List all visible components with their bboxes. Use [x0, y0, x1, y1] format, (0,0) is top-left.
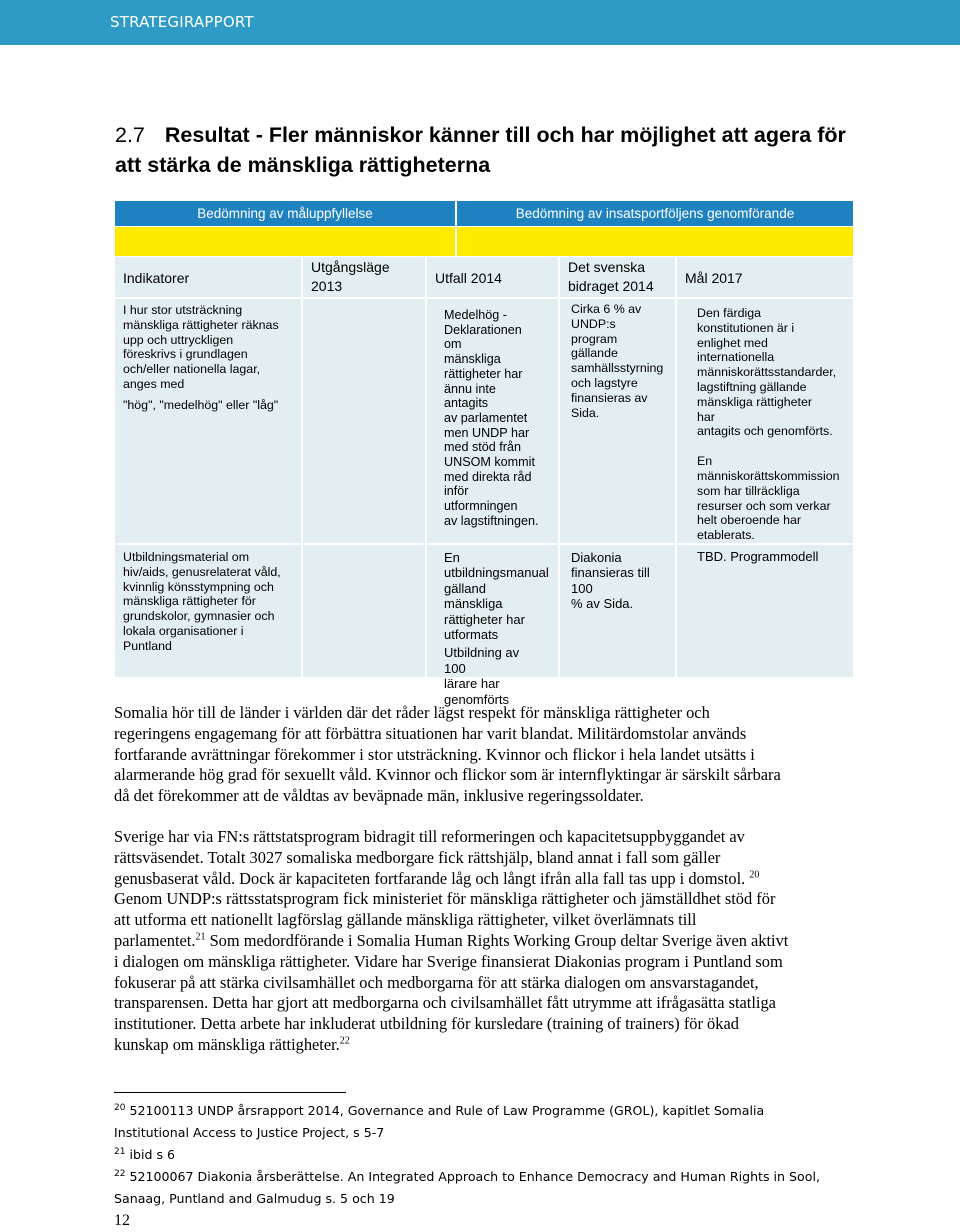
portfolio-assessment-header: [457, 201, 853, 226]
paragraph-line: i dialogen om mänskliga rättigheter. Vidare har Sverige finansierat Diakonias program i Puntland som: [114, 951, 783, 971]
footnote-ref-22[interactable]: 22: [339, 1035, 350, 1047]
row1-contribution-line: Cirka 6 % av: [571, 302, 642, 316]
row1-indicator-line: mänskliga rättigheter räknas: [123, 317, 279, 332]
row1-goal-line: konstitutionen är i: [697, 320, 795, 335]
footnote-ref-21[interactable]: 21: [195, 931, 206, 943]
row2-indicator-line: lokala organisationer i: [123, 623, 244, 638]
row2-goal: TBD. Programmodell: [697, 549, 819, 564]
row1-outcome-line: men UNDP har: [444, 425, 530, 440]
row1-goal-line: En: [697, 454, 713, 469]
row1-indicator-scale: "hög", "medelhög" eller "låg": [123, 397, 279, 412]
row2-indicator-line: Utbildningsmaterial om: [123, 550, 250, 564]
header-cell-contribution: [560, 257, 675, 297]
row2-outcome-line: utbildningsmanual: [444, 565, 549, 581]
row1-goal-line: helt oberoende har: [697, 513, 802, 528]
row1-contribution-cell: [560, 299, 675, 543]
row1-goal-cell: [677, 299, 853, 543]
row2-indicator-line: kvinnlig könsstympning och: [123, 579, 274, 594]
row2-contribution-line: % av Sida.: [571, 596, 634, 612]
row2-outcome-line: En: [444, 550, 460, 565]
row2-contribution-line: finansieras till 100: [571, 565, 650, 596]
portfolio-assessment-status: [457, 227, 853, 256]
footnote-22: [114, 1166, 854, 1188]
row1-outcome-line: mänskliga: [444, 352, 501, 367]
paragraph-line: fokuserar på att stärka civilsamhället och medborgarna för att stärka dialogen om ansvarstagandet,: [114, 972, 759, 992]
header-baseline-line1: Utgångsläge: [311, 259, 390, 275]
header-outcome: Utfall 2014: [435, 270, 502, 286]
footnote-20: [114, 1100, 854, 1122]
row1-outcome-line: ännu inte antagits: [444, 381, 496, 411]
row1-indicator-line: och/eller nationella lagar,: [123, 362, 261, 377]
row2-outcome-line: Utbildning av 100: [444, 645, 520, 676]
footnote-ref-20[interactable]: 20: [749, 869, 760, 881]
row1-outcome-cell: [427, 299, 558, 543]
row1-goal-line: som har tillräckliga: [697, 483, 800, 498]
footnote-text: ibid s 6: [125, 1147, 176, 1162]
paragraph-2: [114, 827, 840, 1056]
paragraph-line: fortfarande avrättningar förekommer i stor utsträckning. Kvinnor och flickor i hela landet utsätts i: [114, 744, 755, 764]
header-contribution-line2: bidraget 2014: [568, 278, 654, 294]
row1-goal-line: etablerats.: [697, 528, 755, 543]
goal-assessment-status: [115, 227, 455, 256]
paragraph-line: regeringens engagemang för att förbättra situationen har varit blandat. Militärdomstolar används: [114, 723, 747, 743]
footnote-21: [114, 1144, 854, 1166]
header-indicators: Indikatorer: [123, 270, 190, 286]
row2-indicator-line: mänskliga rättigheter för: [123, 594, 256, 609]
row1-goal-line: internationella: [697, 350, 775, 365]
row1-outcome-line: med direkta råd: [444, 469, 532, 484]
footnotes: [114, 1100, 854, 1210]
row1-contribution-line: gällande: [571, 346, 618, 361]
paragraph-line: [114, 931, 840, 952]
paragraph-line: [114, 869, 840, 890]
row1-outcome-line: av lagstiftningen.: [444, 513, 539, 528]
paragraph-text: kunskap om mänskliga rättigheter.: [114, 1034, 340, 1054]
header-cell-goal: [677, 257, 853, 297]
row1-goal-line: lagstiftning gällande: [697, 379, 807, 394]
row1-indicator-line: I hur stor utsträckning: [123, 303, 243, 317]
goal-assessment-label: Bedömning av måluppfyllelse: [197, 206, 373, 221]
row2-outcome-line: genomförts: [444, 691, 510, 707]
paragraph-line: Somalia hör till de länder i världen där det råder lägst respekt för mänskliga rättigheter och: [114, 703, 710, 722]
paragraph-line: rättsväsendet. Totalt 3027 somaliska medborgare fick rättshjälp, bland annat i fall som gäller: [114, 847, 721, 867]
row1-outcome-line: med stöd från: [444, 440, 522, 455]
row1-goal-line: människorättsstandarder,: [697, 365, 837, 380]
row1-outcome-line: UNSOM kommit: [444, 455, 535, 470]
row1-goal-line: människorättskommission: [697, 468, 840, 483]
row1-goal-line: resurser och som verkar: [697, 498, 831, 513]
paragraph-line: [114, 1035, 840, 1056]
header-cell-indicators: [115, 257, 301, 297]
footnote-text: 52100067 Diakonia årsberättelse. An Integrated Approach to Enhance Democracy and Human Rights in Sool,: [125, 1169, 820, 1184]
section-title: Resultat - Fler människor känner till och har möjlighet att agera för att stärka de mänskliga rättigheterna: [115, 123, 846, 177]
paragraph-line: alarmerande hög grad för sexuellt våld. Kvinnor och flickor som är internflyktingar är särskilt sårbara: [114, 765, 781, 785]
row1-contribution-line: UNDP:s program: [571, 316, 618, 346]
row2-outcome-cell: [427, 545, 558, 707]
page-number: 12: [114, 1212, 130, 1229]
paragraph-text: parlamentet.: [114, 930, 196, 950]
row1-indicator-line: anges med: [123, 376, 185, 391]
row1-indicator-line: föreskrivs i grundlagen: [123, 347, 248, 362]
row1-indicator-line: upp och uttryckligen: [123, 332, 234, 347]
goal-assessment-header: [115, 201, 455, 226]
row2-contribution-cell: [560, 545, 675, 677]
report-header-bar: [0, 0, 960, 45]
row2-indicator-cell: [115, 545, 301, 677]
footnote-number: 21: [114, 1146, 126, 1157]
row1-goal-line: Den färdiga: [697, 306, 762, 320]
header-goal: Mål 2017: [685, 270, 743, 286]
portfolio-assessment-label: Bedömning av insatsportföljens genomförande: [515, 206, 795, 221]
row2-outcome-line: gälland mänskliga: [444, 580, 503, 612]
row2-outcome-line: utformats: [444, 627, 499, 643]
row1-contribution-line: och lagstyre: [571, 375, 638, 390]
footnote-separator: [114, 1092, 346, 1093]
section-number: 2.7: [115, 123, 145, 147]
header-baseline-line2: 2013: [311, 278, 343, 294]
paragraph-line: institutioner. Detta arbete har inkluderat utbildning för kursledare (training of trainers) för ökad: [114, 1014, 739, 1034]
row2-indicator-line: Puntland: [123, 638, 172, 653]
footnote-number: 22: [114, 1168, 126, 1179]
report-title: STRATEGIRAPPORT: [110, 13, 254, 31]
row2-baseline-cell: [303, 545, 425, 677]
row1-contribution-line: Sida.: [571, 405, 600, 420]
footnote-number: 20: [114, 1102, 126, 1113]
row1-contribution-line: finansieras av: [571, 390, 648, 405]
row2-outcome-line: lärare har: [444, 676, 500, 692]
row2-indicator-line: grundskolor, gymnasier och: [123, 609, 275, 624]
row1-goal-line: enlighet med: [697, 335, 768, 350]
row1-goal-line: antagits och genomförts.: [697, 424, 833, 439]
paragraph-line: transparensen. Detta har gjort att medborgarna och civilsamhället fått utrymme att ifrågasätta statliga: [114, 993, 776, 1013]
header-cell-baseline: [303, 257, 425, 297]
row1-outcome-line: Medelhög -: [444, 308, 508, 322]
paragraph-text: genusbaserat våld. Dock är kapaciteten fortfarande låg och långt ifrån alla fall tas upp i domstol.: [114, 868, 746, 888]
row1-goal-line: mänskliga rättigheter har: [697, 394, 813, 424]
row1-outcome-line: rättigheter har: [444, 366, 523, 381]
footnote-20-cont: Institutional Access to Justice Project, s 5-7: [114, 1125, 385, 1140]
row2-contribution-line: Diakonia: [571, 550, 622, 565]
row1-outcome-line: inför utformningen: [444, 484, 518, 514]
row2-goal-cell: [677, 545, 853, 677]
row1-outcome-line: Deklarationen om: [444, 322, 522, 352]
paragraph-line: att utforma ett nationellt lagförslag gällande mänskliga rättigheter, vilket överlämnats till: [114, 910, 697, 930]
row1-baseline-cell: [303, 299, 425, 543]
footnote-22-cont: Sanaag, Puntland and Galmudug s. 5 och 19: [114, 1191, 395, 1206]
row1-outcome-line: av parlamentet: [444, 410, 528, 425]
paragraph-text: Som medordförande i Somalia Human Rights Working Group deltar Sverige även aktivt: [205, 930, 789, 950]
header-cell-outcome: [427, 257, 558, 297]
paragraph-1: [114, 703, 840, 807]
paragraph-line: Genom UNDP:s rättsstatsprogram fick ministeriet för mänskliga rättigheter och jämställdhet stöd för: [114, 889, 776, 909]
row1-indicator-cell: [115, 299, 301, 543]
paragraph-line: Sverige har via FN:s rättstatsprogram bidragit till reformeringen och kapacitetsuppbyggandet av: [114, 827, 745, 846]
row2-outcome-line: rättigheter har: [444, 611, 525, 627]
section-heading: [115, 120, 855, 180]
row1-contribution-line: samhällsstyrning: [571, 361, 664, 376]
row2-indicator-line: hiv/aids, genusrelaterat våld,: [123, 564, 281, 579]
paragraph-line: då det förekommer att de våldtas av beväpnade män, inklusive regeringssoldater.: [114, 786, 644, 806]
header-contribution-line1: Det svenska: [568, 259, 646, 275]
footnote-text: 52100113 UNDP årsrapport 2014, Governance and Rule of Law Programme (GROL), kapitlet Somalia: [125, 1103, 765, 1118]
